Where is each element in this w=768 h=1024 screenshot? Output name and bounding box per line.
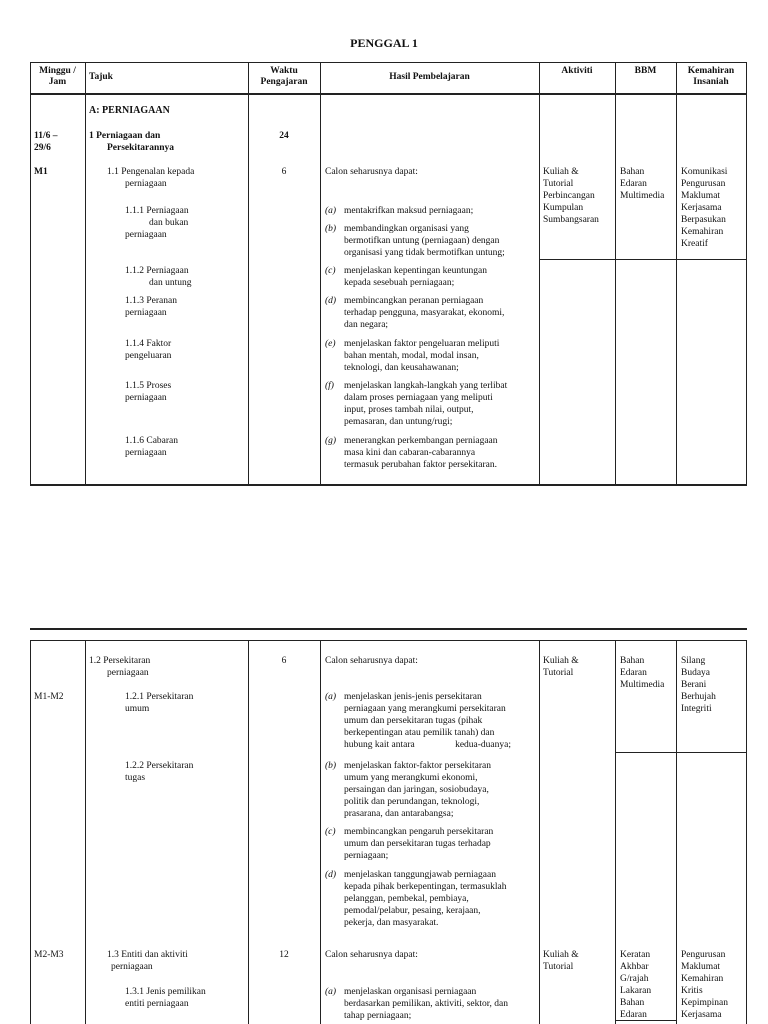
subtopic-1-1-2: 1.1.2 Perniagaan dan untung — [125, 266, 192, 288]
outcome-a: (a) mentakrifkan maksud perniagaan; — [325, 206, 474, 216]
header-tajuk: Tajuk — [89, 72, 113, 82]
outcome2-b: (b) menjelaskan faktor-faktor persekitaran umum yang merangkumi ekonomi, persaingan dan jaringan, sosiobudaya, politik dan perundangan, teknologi, prasarana, dan antarabangsa; — [325, 761, 491, 819]
kemahiran-list: Komunikasi Pengurusan Maklumat Kerjasama Berpasukan Kemahiran Kreatif — [681, 167, 728, 249]
outcome2-c: (c) membincangkan pengaruh persekitaran umum dan persekitaran tugas terhadap perniagaan; — [325, 827, 494, 861]
bbm-list-3: Keratan Akhbar G/rajah Lakaran Bahan Edaran — [620, 950, 652, 1020]
aktiviti-list-2: Kuliah & Tutorial — [543, 656, 579, 678]
week-m1: M1 — [34, 167, 48, 177]
subtopic-1-1-5: 1.1.5 Proses perniagaan — [125, 381, 172, 403]
calon-label: Calon seharusnya dapat: — [325, 167, 418, 177]
subtopic-1-3-1: 1.3.1 Jenis pemilikan entiti perniagaan — [125, 987, 206, 1009]
header-minggu: Minggu / Jam — [39, 66, 76, 87]
outcome3-a: (a) menjelaskan organisasi perniagaan berdasarkan pemilikan, aktiviti, sektor, dan tahap perniagaan; — [325, 987, 508, 1021]
kemahiran-list-3: Pengurusan Maklumat Kemahiran Kritis Kepimpinan Kerjasama — [681, 950, 728, 1020]
subtopic-1-3: 1.3 Entiti dan aktiviti perniagaan — [107, 950, 188, 972]
header-aktiviti: Aktiviti — [561, 66, 593, 76]
header-waktu: Waktu Pengajaran — [260, 66, 308, 87]
outcome2-a: (a) menjelaskan jenis-jenis persekitaran perniagaan yang merangkumi persekitaran umum dan persekitaran tugas (pihak berkepentingan atau pemilik tanah) dan hubung kait antara kedua-duanya; — [325, 692, 511, 750]
aktiviti-list-3: Kuliah & Tutorial — [543, 950, 579, 972]
header-bbm: BBM — [634, 66, 657, 76]
subtopic-1-1-3: 1.1.3 Peranan perniagaan — [125, 296, 177, 318]
subtopic-1-2-2: 1.2.2 Persekitaran tugas — [125, 761, 194, 783]
outcome-d: (d) membincangkan peranan perniagaan terhadap pengguna, masyarakat, ekonomi, dan negara; — [325, 296, 505, 330]
outcome-b: (b) membandingkan organisasi yang bermotifkan untung (perniagaan) dengan organisasi yang tidak bermotifkan untung; — [325, 224, 505, 258]
kemahiran-list-2: Silang Budaya Berani Berhujah Integriti — [681, 656, 716, 714]
outcome-e: (e) menjelaskan faktor pengeluaran meliputi bahan mentah, modal, modal insan, teknologi, dan keusahawanan; — [325, 339, 500, 373]
topic-1: 1 Perniagaan dan Persekitarannya — [89, 131, 175, 153]
header-hasil: Hasil Pembelajaran — [389, 72, 470, 82]
outcome-f: (f) menjelaskan langkah-langkah yang terlibat dalam proses perniagaan yang meliputi input, proses tambah nilai, output, pemasaran, dan untung/rugi; — [325, 381, 508, 427]
subtopic-1-2: 1.2 Persekitaran perniagaan — [89, 656, 151, 678]
subtopic-1-1-4: 1.1.4 Faktor pengeluaran — [125, 339, 172, 361]
bbm-list-2: Bahan Edaran Multimedia — [620, 656, 665, 690]
calon-label-3: Calon seharusnya dapat: — [325, 950, 418, 960]
hours-subtopic-1-1: 6 — [281, 167, 287, 177]
calon-label-2: Calon seharusnya dapat: — [325, 656, 418, 666]
page-title: PENGGAL 1 — [350, 36, 418, 50]
subtopic-1-1: 1.1 Pengenalan kepada perniagaan — [107, 167, 195, 189]
outcome-g: (g) menerangkan perkembangan perniagaan masa kini dan cabaran-cabarannya termasuk perubahan faktor persekitaran. — [325, 436, 498, 470]
subtopic-1-2-1: 1.2.1 Persekitaran umum — [125, 692, 194, 714]
bbm-list: Bahan Edaran Multimedia — [620, 167, 665, 201]
section-heading: A: PERNIAGAAN — [89, 105, 170, 116]
aktiviti-list: Kuliah & Tutorial Perbincangan Kumpulan Sumbangsaran — [543, 167, 599, 225]
hours-topic-1: 24 — [279, 131, 289, 141]
outcome2-d: (d) menjelaskan tanggungjawab perniagaan kepada pihak berkepentingan, termasuklah pelanggan, pembekal, pembiaya, pemodal/pelabur, pesaing, kerajaan, pekerja, dan masyarakat. — [325, 870, 507, 928]
hours-subtopic-1-2: 6 — [281, 656, 287, 666]
week-m2-m3: M2-M3 — [34, 950, 64, 960]
header-kemahiran: Kemahiran Insaniah — [687, 66, 735, 87]
week-m1-m2: M1-M2 — [34, 692, 64, 702]
week-range: 11/6 – 29/6 — [34, 131, 58, 153]
subtopic-1-1-1: 1.1.1 Perniagaan dan bukan perniagaan — [125, 206, 189, 240]
hours-subtopic-1-3: 12 — [279, 950, 289, 960]
subtopic-1-1-6: 1.1.6 Cabaran perniagaan — [125, 436, 179, 458]
outcome-c: (c) menjelaskan kepentingan keuntungan kepada sesebuah perniagaan; — [325, 266, 487, 288]
